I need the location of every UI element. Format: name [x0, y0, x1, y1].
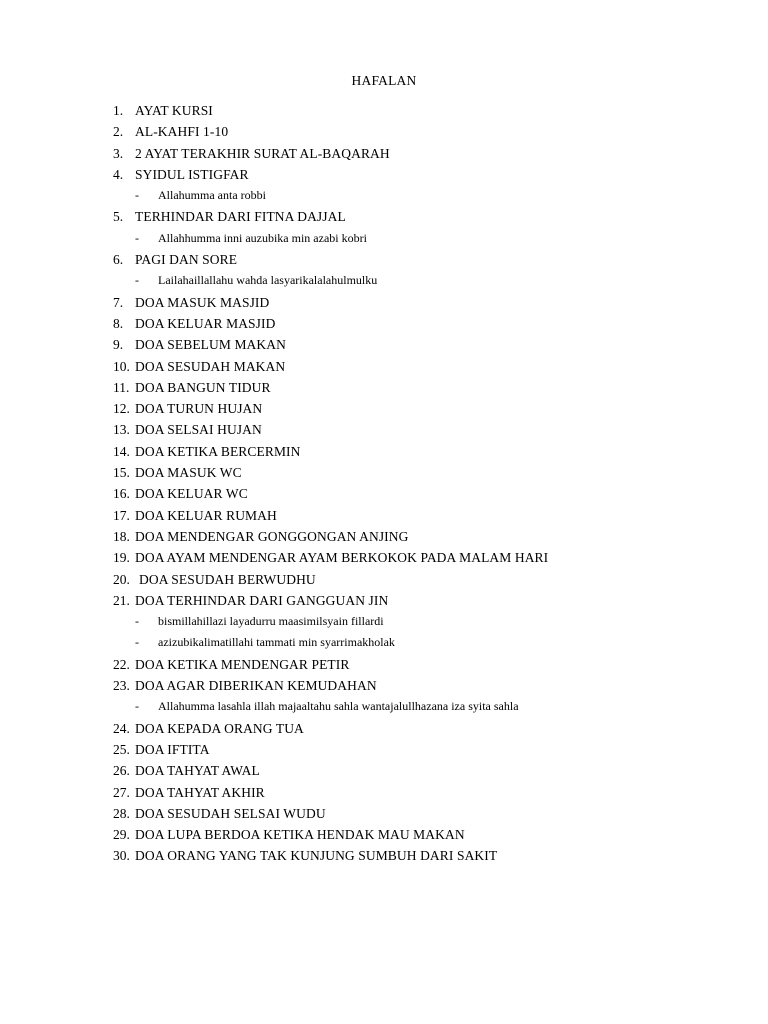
list-item-number: 5.: [113, 209, 124, 225]
list-item: [113, 782, 733, 803]
list-item-text: DOA TAHYAT AWAL: [135, 763, 260, 779]
list-item-number: 29.: [113, 827, 130, 843]
list-item-number: 3.: [113, 145, 124, 161]
list-item-number: 4.: [113, 166, 124, 182]
list-item-text: PAGI DAN SORE: [135, 252, 238, 268]
list-item: [113, 462, 733, 483]
list-item-text: DOA KELUAR MASJID: [135, 315, 276, 331]
list-item-text: DOA SESUDAH SELSAI WUDU: [135, 805, 326, 821]
list-item-number: 26.: [113, 763, 130, 779]
list-item-number: 8.: [113, 315, 124, 331]
list-item: [113, 526, 733, 547]
list-item: [113, 483, 733, 504]
sub-item-marker: -: [135, 273, 139, 288]
list-item: [113, 334, 733, 355]
list-item-number: 15.: [113, 465, 130, 481]
list-item-text: TERHINDAR DARI FITNA DAJJAL: [135, 209, 346, 225]
sub-item-text: Lailahaillallahu wahda lasyarikalalahulmulku: [158, 273, 378, 288]
list-item-number: 2.: [113, 124, 124, 140]
list-item-number: 22.: [113, 656, 130, 672]
list-item-text: DOA KETIKA BERCERMIN: [135, 443, 301, 459]
list-item-number: 16.: [113, 486, 130, 502]
sub-item-text: azizubikalimatillahi tammati min syarrimakholak: [158, 635, 395, 650]
list-item-text: DOA TURUN HUJAN: [135, 401, 263, 417]
list-item-number: 18.: [113, 528, 130, 544]
sub-item: [113, 185, 733, 206]
list-item-text: DOA MASUK WC: [135, 465, 242, 481]
sub-item-marker: -: [135, 614, 139, 629]
list-item-number: 25.: [113, 741, 130, 757]
list-item-text: DOA SEBELUM MAKAN: [135, 337, 286, 353]
list-item: [113, 675, 733, 696]
sub-item-marker: -: [135, 699, 139, 714]
list-item: [113, 739, 733, 760]
list-item-number: 7.: [113, 294, 124, 310]
list-item-text: DOA KELUAR WC: [135, 486, 248, 502]
list-item-number: 28.: [113, 805, 130, 821]
list-item-text: AYAT KURSI: [135, 103, 213, 118]
sub-item: [113, 611, 733, 632]
list-item: [113, 845, 733, 866]
sub-item-marker: -: [135, 188, 139, 203]
list-item-text: DOA TAHYAT AKHIR: [135, 784, 265, 800]
list-item-number: 14.: [113, 443, 130, 459]
list-item-text: SYIDUL ISTIGFAR: [135, 166, 249, 182]
sub-item: [113, 228, 733, 249]
list-item-number: 13.: [113, 422, 130, 438]
list-item: [113, 441, 733, 462]
document-title: HAFALAN: [351, 73, 417, 88]
list-item-number: 24.: [113, 720, 130, 736]
list-item: [113, 718, 733, 739]
list-item-number: 1.: [113, 103, 124, 118]
list-item: [113, 377, 733, 398]
list-item-text: DOA KETIKA MENDENGAR PETIR: [135, 656, 350, 672]
list-item: [113, 590, 733, 611]
list-item-text: DOA AYAM MENDENGAR AYAM BERKOKOK PADA MALAM HARI: [135, 550, 549, 566]
list-item-text: DOA BANGUN TIDUR: [135, 379, 271, 395]
list-item-text: DOA ORANG YANG TAK KUNJUNG SUMBUH DARI SAKIT: [135, 848, 498, 864]
sub-item-text: Allahhumma inni auzubika min azabi kobri: [158, 230, 367, 245]
memorization-list: [113, 100, 733, 867]
list-item: [113, 419, 733, 440]
list-item-text: DOA MASUK MASJID: [135, 294, 270, 310]
sub-item-marker: -: [135, 230, 139, 245]
sub-item: [113, 632, 733, 653]
list-item: [113, 121, 733, 142]
list-item-number: 12.: [113, 401, 130, 417]
list-item-number: 10.: [113, 358, 130, 374]
list-item-text: DOA IFTITA: [135, 741, 210, 757]
sub-item-text: Allahumma lasahla illah majaaltahu sahla wantajalullhazana iza syita sahla: [158, 699, 519, 714]
list-item-number: 6.: [113, 252, 124, 268]
list-item-text: DOA SESUDAH MAKAN: [135, 358, 286, 374]
sub-item-text: Allahumma anta robbi: [158, 188, 266, 203]
list-item-text: 2 AYAT TERAKHIR SURAT AL-BAQARAH: [135, 145, 390, 161]
list-item: [113, 547, 733, 568]
sub-item-text: bismillahillazi layadurru maasimilsyain fillardi: [158, 614, 384, 629]
list-item: [113, 654, 733, 675]
list-item-number: 20.: [113, 571, 130, 587]
list-item: [113, 803, 733, 824]
list-item: [113, 249, 733, 270]
list-item: [113, 569, 733, 590]
list-item: [113, 824, 733, 845]
list-item-text: DOA KEPADA ORANG TUA: [135, 720, 304, 736]
list-item-text: DOA SESUDAH BERWUDHU: [139, 571, 316, 587]
list-item: [113, 356, 733, 377]
list-item-number: 23.: [113, 678, 130, 694]
sub-item-marker: -: [135, 635, 139, 650]
list-item-number: 11.: [113, 379, 130, 395]
list-item-text: DOA KELUAR RUMAH: [135, 507, 277, 523]
list-item-text: DOA SELSAI HUJAN: [135, 422, 262, 438]
list-item: [113, 760, 733, 781]
list-item-text: DOA LUPA BERDOA KETIKA HENDAK MAU MAKAN: [135, 827, 465, 843]
list-item-number: 9.: [113, 337, 124, 353]
list-item: [113, 100, 733, 121]
list-item-text: DOA MENDENGAR GONGGONGAN ANJING: [135, 528, 409, 544]
list-item-number: 30.: [113, 848, 130, 864]
list-item-number: 27.: [113, 784, 130, 800]
sub-item: [113, 696, 733, 717]
list-item: [113, 313, 733, 334]
list-item-number: 17.: [113, 507, 130, 523]
list-item-text: AL-KAHFI 1-10: [135, 124, 229, 140]
list-item: [113, 143, 733, 164]
list-item-text: DOA TERHINDAR DARI GANGGUAN JIN: [135, 592, 389, 608]
list-item: [113, 292, 733, 313]
list-item: [113, 505, 733, 526]
list-item: [113, 164, 733, 185]
list-item-number: 19.: [113, 550, 130, 566]
list-item-text: DOA AGAR DIBERIKAN KEMUDAHAN: [135, 678, 377, 694]
list-item: [113, 398, 733, 419]
list-item: [113, 206, 733, 227]
sub-item: [113, 270, 733, 291]
list-item-number: 21.: [113, 592, 130, 608]
